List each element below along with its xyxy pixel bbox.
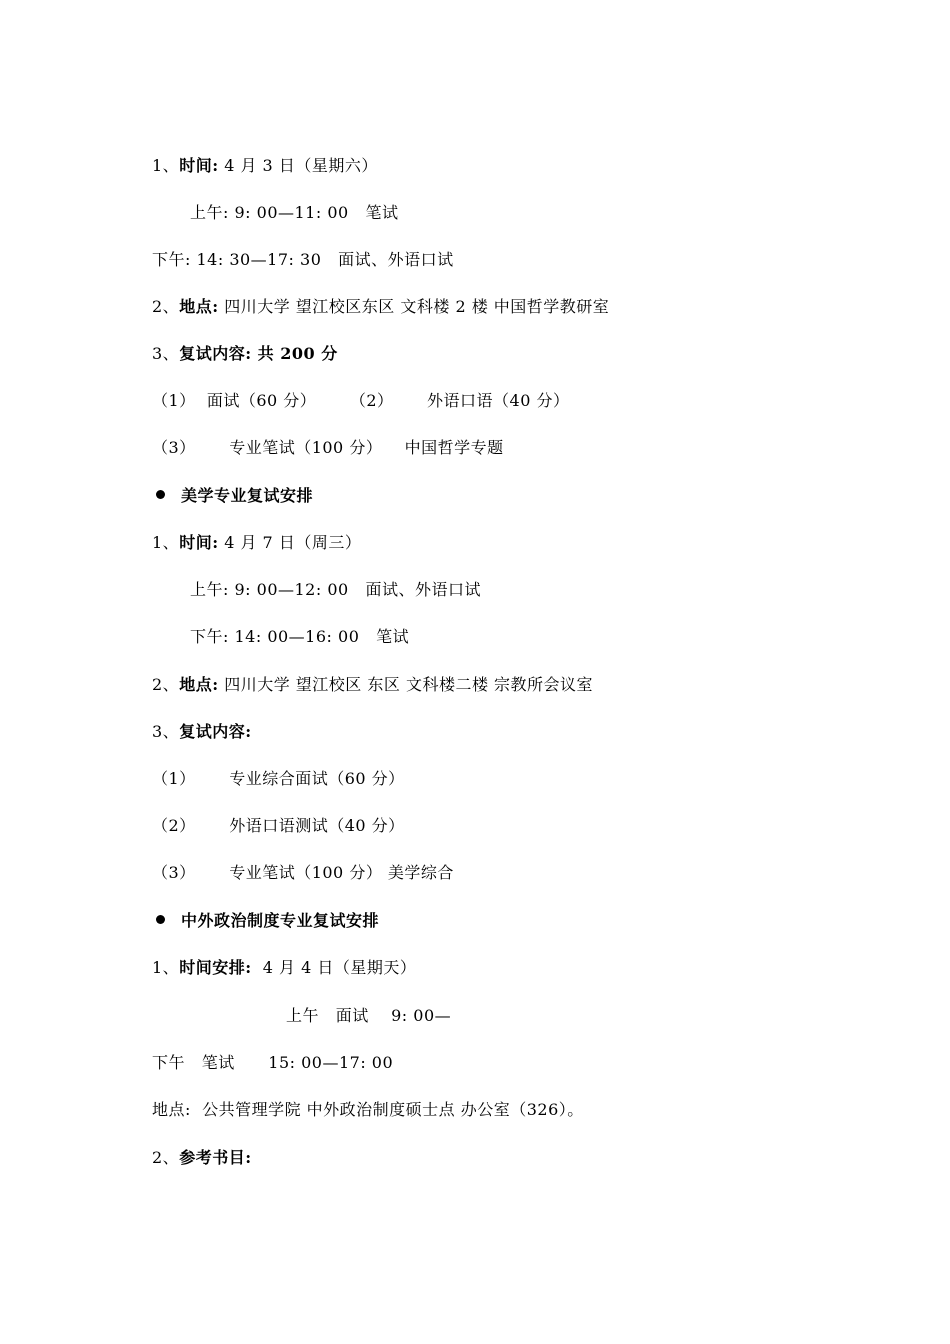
s2-time-value: 4 月 7 日（周三）: [218, 533, 362, 552]
s1-place-value: 四川大学 望江校区东区 文科楼 2 楼 中国哲学教研室: [218, 297, 610, 316]
s2-place-num: 2、: [152, 675, 180, 694]
s1-time-value: 4 月 3 日（星期六）: [218, 156, 378, 175]
s3-place-line: 地点: 公共管理学院 中外政治制度硕士点 办公室（326）。: [152, 1100, 584, 1119]
s2-content-line: [152, 722, 252, 742]
s1-time-label: 时间:: [179, 156, 219, 175]
bullet-icon: [156, 915, 165, 924]
s2-heading-text: 美学专业复试安排: [181, 486, 314, 505]
bullet-icon: [156, 490, 165, 499]
s3-afternoon-line: 下午 笔试 15: 00—17: 00: [152, 1053, 394, 1072]
s2-morning-line: 上午: 9: 00—12: 00 面试、外语口试: [190, 580, 481, 599]
s2-item3-line: （3） 专业笔试（100 分） 美学综合: [152, 863, 454, 882]
s2-time-label: 时间:: [179, 533, 219, 552]
s3-books-label: 参考书目:: [179, 1148, 252, 1167]
s2-place-value: 四川大学 望江校区 东区 文科楼二楼 宗教所会议室: [218, 675, 594, 694]
s2-item2-line: （2） 外语口语测试（40 分）: [152, 816, 405, 835]
s1-place-line: [152, 297, 609, 317]
s2-time-num: 1、: [152, 533, 180, 552]
s1-item1-line: （1） 面试（60 分） （2） 外语口语（40 分）: [152, 391, 570, 410]
s2-time-line: [152, 533, 361, 553]
s1-content-num: 3、: [152, 344, 180, 363]
s3-time-line: [152, 958, 416, 978]
s3-heading: [152, 911, 379, 931]
s1-time-num: 1、: [152, 156, 180, 175]
s2-afternoon-line: 下午: 14: 00—16: 00 笔试: [190, 627, 410, 646]
s1-place-label: 地点:: [179, 297, 219, 316]
s1-item3-line: （3） 专业笔试（100 分） 中国哲学专题: [152, 438, 504, 457]
s1-morning-line: 上午: 9: 00—11: 00 笔试: [190, 203, 399, 222]
s1-place-num: 2、: [152, 297, 180, 316]
s1-content-line: [152, 344, 338, 364]
s2-content-num: 3、: [152, 722, 180, 741]
s3-heading-text: 中外政治制度专业复试安排: [181, 911, 380, 930]
s3-books-line: [152, 1148, 252, 1168]
s3-time-value: 4 月 4 日（星期天）: [251, 958, 417, 977]
s1-time-line: [152, 156, 378, 176]
s3-time-num: 1、: [152, 958, 180, 977]
s2-item1-line: （1） 专业综合面试（60 分）: [152, 769, 405, 788]
s1-content-label: 复试内容: 共 200 分: [179, 344, 338, 363]
s3-time-label: 时间安排:: [179, 958, 252, 977]
s3-books-num: 2、: [152, 1148, 180, 1167]
s2-place-label: 地点:: [179, 675, 219, 694]
s1-afternoon-line: 下午: 14: 30—17: 30 面试、外语口试: [152, 250, 454, 269]
s3-morning-line: 上午 面试 9: 00—: [286, 1006, 452, 1025]
s2-heading: [152, 486, 313, 506]
s2-place-line: [152, 675, 593, 695]
s2-content-label: 复试内容:: [179, 722, 252, 741]
